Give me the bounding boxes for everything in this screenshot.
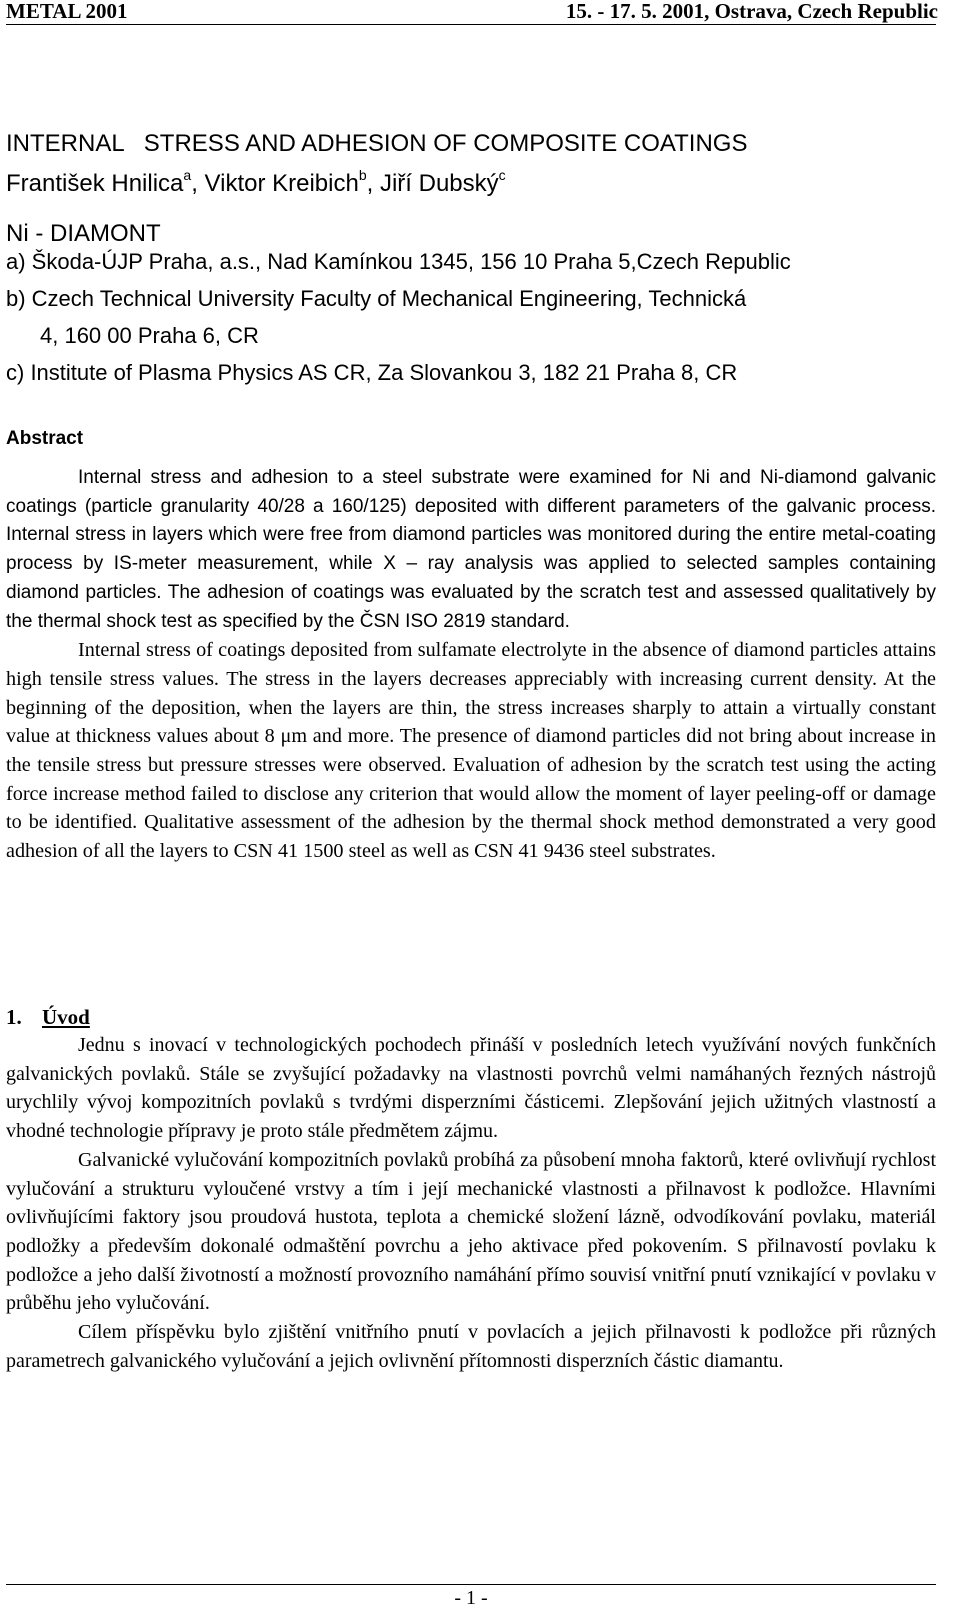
affiliation-mark: b — [358, 167, 367, 183]
author-name: Jiří Dubský — [379, 170, 499, 197]
author-name: František Hnilica — [6, 170, 184, 197]
page-number: - 1 - — [454, 1587, 488, 1609]
abstract-body — [6, 464, 936, 866]
author-separator: , — [366, 170, 380, 197]
body-paragraph: Cílem příspěvku bylo zjištění vnitřního pnutí v povlacích a jejich přilnavosti k podložce při různých parametrech galvanického vylučování a jejich ovlivnění přítomnosti disperzních částic diamantu. — [6, 1321, 936, 1372]
conference-date-place: 15. - 17. 5. 2001, Ostrava, Czech Republic — [565, 0, 938, 23]
title-line-1: INTERNAL STRESS AND ADHESION OF COMPOSITE COATINGS — [6, 130, 748, 157]
body-paragraph: Galvanické vylučování kompozitních povlaků probíhá za působení mnoha faktorů, které ovlivňují rychlost vylučování a strukturu vyloučené vrstvy a tím i její mechanické vlastnosti a přilnavost k podložce. Hlavními ovlivňujícími faktory jsou proudová hustota, teplota a chemické složení lázně, odvodíkování povlaku, materiál podložky a především dokonalé odmaštění povrchu a jeho aktivace před pokovením. S přilnavostí povlaku k podložce a jeho další životností a možností provozního namáhání přímo souvisí vnitřní pnutí vznikající v povlaku v průběhu jeho vylučování. — [6, 1148, 936, 1315]
abstract-heading: Abstract — [6, 428, 84, 449]
running-header — [6, 0, 936, 25]
affiliation-list — [6, 243, 936, 391]
section-number: 1. — [6, 1005, 22, 1029]
affiliation-a: a) Škoda-ÚJP Praha, a.s., Nad Kamínkou 1345, 156 10 Praha 5,Czech Republic — [6, 249, 791, 274]
section-body — [6, 1031, 936, 1375]
affiliation-mark: a — [183, 167, 192, 183]
author-separator: , — [191, 170, 205, 197]
page-footer — [6, 1584, 936, 1610]
section-heading — [6, 1003, 90, 1031]
abstract-paragraph: Internal stress of coatings deposited from sulfamate electrolyte in the absence of diamond particles attains high tensile stress values. The stress in the layers decreases appreciably with increasing current density. At the beginning of the deposition, when the layers are thin, the stress increases sharply to attain a virtually constant value at thickness values about 8 μm and more. The presence of diamond particles did not bring about increase in the tensile stress but pressure stresses were observed. Evaluation of adhesion by the scratch test using the acting force increase method failed to disclose any criterion that would allow the moment of layer peeling-off or damage to be identified. Qualitative assessment of the adhesion by the thermal shock method demonstrated a very good adhesion of all the layers to CSN 41 1500 steel as well as CSN 41 9436 steel substrates. — [6, 639, 936, 863]
affiliation-c: c) Institute of Plasma Physics AS CR, Za Slovankou 3, 182 21 Praha 8, CR — [6, 360, 738, 385]
body-paragraph: Jednu s inovací v technologických pochodech přináší v posledních letech využívání nových funkčních galvanických povlaků. Stále se zvyšující požadavky na vlastnosti povrchů velmi namáhaných řezných nástrojů urychlily vývoj kompozitních povlaků s tvrdými disperzními částicemi. Zlepšování jejich užitných vlastností a vhodné technologie přípravy je proto stále předmětem zájmu. — [6, 1034, 936, 1143]
abstract-paragraph: Internal stress and adhesion to a steel substrate were examined for Ni and Ni-diamond galvanic coatings (particle granularity 40/28 a 160/125) deposited with different parameters of the galvanic process. Internal stress in layers which were free from diamond particles was monitored during the entire metal-coating process by IS-meter measurement, while X – ray analysis was applied to selected samples containing diamond particles. The adhesion of coatings was evaluated by the scratch test and assessed qualitatively by the thermal shock test as specified by the ČSN ISO 2819 standard. — [6, 467, 936, 632]
author-list — [6, 169, 506, 199]
affiliation-mark: c — [498, 167, 506, 183]
affiliation-b: b) Czech Technical University Faculty of Mechanical Engineering, Technická — [6, 286, 747, 311]
conference-name: METAL 2001 — [6, 0, 128, 23]
title-line-2: Ni - DIAMONT — [6, 220, 161, 247]
author-name: Viktor Kreibich — [204, 170, 359, 197]
affiliation-b-continued: 4, 160 00 Praha 6, CR — [40, 323, 259, 348]
section-title: Úvod — [42, 1005, 90, 1029]
